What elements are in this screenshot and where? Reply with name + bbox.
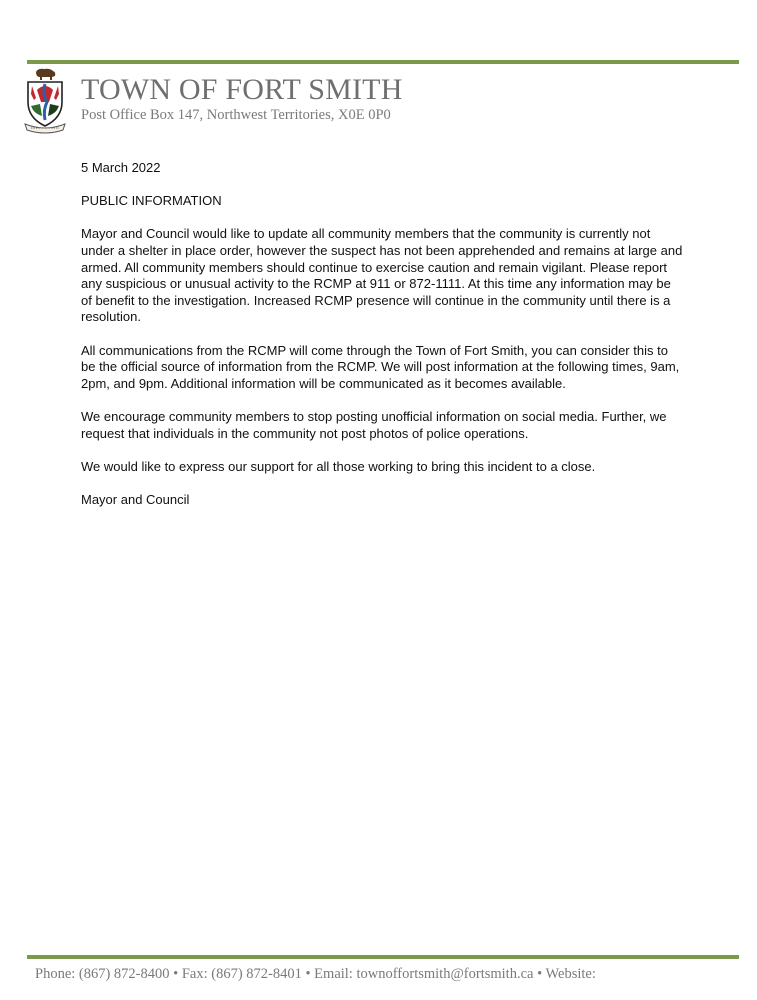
letter-body — [81, 160, 685, 525]
letter-paragraph: We would like to express our support for all those working to bring this incident to a close. — [81, 458, 596, 474]
town-crest-icon — [22, 68, 68, 134]
org-name: TOWN OF FORT SMITH — [81, 73, 403, 106]
letter-subject: PUBLIC INFORMATION — [81, 193, 222, 209]
header-rule — [27, 60, 739, 64]
org-address: Post Office Box 147, Northwest Territories, X0E 0P0 — [81, 107, 391, 123]
letter-signature: Mayor and Council — [81, 491, 190, 507]
footer-contact: Phone: (867) 872-8400 • Fax: (867) 872-8401 • Email: townoffortsmith@fortsmith.ca • Website: — [35, 966, 596, 982]
letter-paragraph: We encourage community members to stop posting unofficial information on social media. Further, we request that individuals in the community not post photos of police operations. — [81, 408, 667, 441]
letter-date: 5 March 2022 — [81, 160, 161, 175]
footer-rule — [27, 955, 739, 959]
letter-paragraph: Mayor and Council would like to update all community members that the community is currently not under a shelter in place order, however the suspect has not been apprehended and remains at large and armed. All community members should continue to exercise caution and remain vigilant. Please report any suspicious or unusual activity to the RCMP at 911 or 872-1111. At this time any information may be of benefit to the investigation. Increased RCMP presence will continue in the community until there is a resolution. — [81, 226, 683, 325]
letter-paragraph: All communications from the RCMP will come through the Town of Fort Smith, you can consider this to be the official source of information from the RCMP. We will post information at the following times, 9am, 2pm, and 9pm. Additional information will be communicated as it becomes available. — [81, 342, 680, 391]
